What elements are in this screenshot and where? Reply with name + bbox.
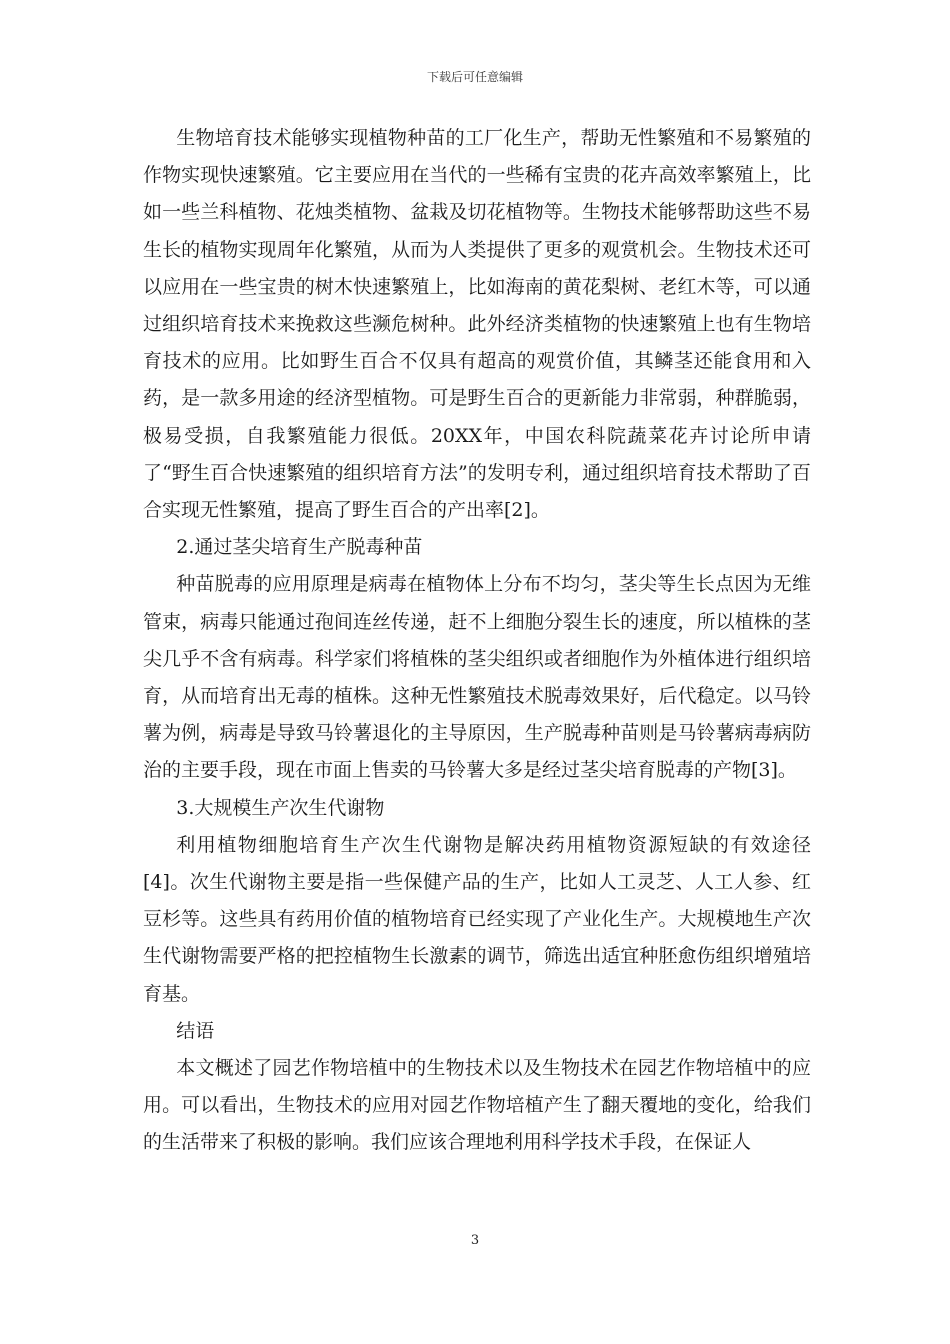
document-body bbox=[143, 120, 811, 1162]
paragraph-virus-free-seedlings: 种苗脱毒的应用原理是病毒在植物体上分布不均匀，茎尖等生长点因为无维管束，病毒只能通过孢间连丝传递，赶不上细胞分裂生长的速度，所以植株的茎尖几乎不含有病毒。科学家们将植株的茎尖组织或者细胞作为外植体进行组织培育，从而培育出无毒的植株。这种无性繁殖技术脱毒效果好，后代稳定。以马铃薯为例，病毒是导致马铃薯退化的主导原因，生产脱毒种苗则是马铃薯病毒病防治的主要手段，现在市面上售卖的马铃薯大多是经过茎尖培育脱毒的产物[3]。 bbox=[143, 573, 811, 782]
page-number: 3 bbox=[470, 1233, 480, 1248]
paragraph-conclusion: 本文概述了园艺作物培植中的生物技术以及生物技术在园艺作物培植中的应用。可以看出，生物技术的应用对园艺作物培植产生了翻天覆地的变化，给我们的生活带来了积极的影响。我们应该合理地利用科学技术手段，在保证人 bbox=[143, 1057, 811, 1154]
paragraph-secondary-metabolites: 利用植物细胞培育生产次生代谢物是解决药用植物资源短缺的有效途径[4]。次生代谢物主要是指一些保健产品的生产，比如人工灵芝、人工人参、红豆杉等。这些具有药用价值的植物培育已经实现了产业化生产。大规模地生产次生代谢物需要严格的把控植物生长激素的调节，筛选出适宜种胚愈伤组织增殖培育基。 bbox=[143, 833, 811, 1005]
section-heading-conclusion: 结语 bbox=[176, 1019, 215, 1042]
section-heading-3: 3.大规模生产次生代谢物 bbox=[176, 796, 385, 819]
section-heading-2: 2.通过茎尖培育生产脱毒种苗 bbox=[176, 536, 423, 559]
paragraph-tissue-culture: 生物培育技术能够实现植物种苗的工厂化生产，帮助无性繁殖和不易繁殖的作物实现快速繁殖。它主要应用在当代的一些稀有宝贵的花卉高效率繁殖上，比如一些兰科植物、花烛类植物、盆栽及切花植物等。生物技术能够帮助这些不易生长的植物实现周年化繁殖，从而为人类提供了更多的观赏机会。生物技术还可以应用在一些宝贵的树木快速繁殖上，比如海南的黄花梨树、老红木等，可以通过组织培育技术来挽救这些濒危树种。此外经济类植物的快速繁殖上也有生物培育技术的应用。比如野生百合不仅具有超高的观赏价值，其鳞茎还能食用和入药，是一款多用途的经济型植物。可是野生百合的更新能力非常弱，种群脆弱，极易受损，自我繁殖能力很低。20XX年，中国农科院蔬菜花卉讨论所申请了“野生百合快速繁殖的组织培育方法”的发明专利，通过组织培育技术帮助了百合实现无性繁殖，提高了野生百合的产出率[2]。 bbox=[143, 127, 811, 522]
page-header: 下载后可任意编辑 bbox=[426, 70, 523, 84]
